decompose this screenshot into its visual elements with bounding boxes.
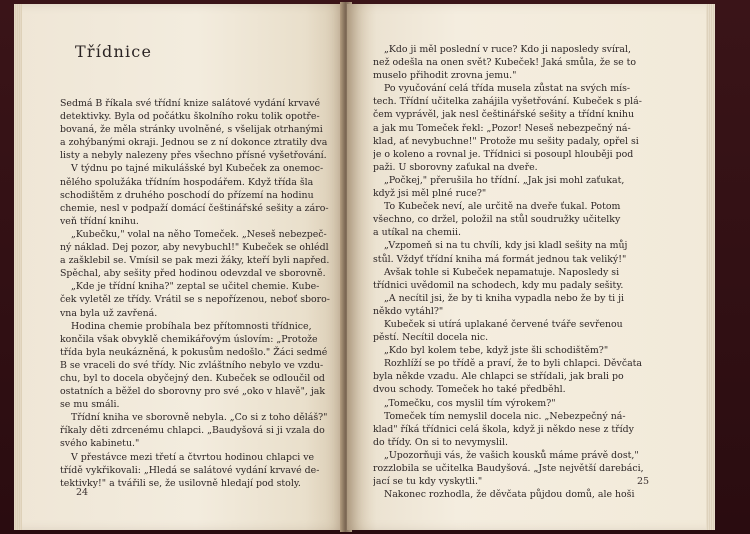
text-line: chemie, nesl v podpaží domácí češtinářské sešity a záro-	[60, 202, 329, 214]
text-line: třídnici uvědomil na schodech, kdy mu padaly sešity.	[373, 279, 624, 291]
text-line: všechno, co držel, položil na stůl soudružky učitelky	[373, 214, 621, 226]
text-line: „Kdo ji měl poslední v ruce? Kdo ji naposledy svíral,	[384, 44, 631, 55]
text-line: Hodina chemie probíhala bez přítomnosti třídnice,	[71, 320, 312, 332]
text-line: končila však obvyklě chemikářovým úslovím: „Protože	[60, 333, 318, 345]
text-line: Kubeček si utírá uplakané červené tváře sevřenou	[384, 318, 623, 330]
left-page-text	[60, 97, 330, 490]
text-line: do třídy. On si to nevymyslil.	[373, 436, 508, 448]
text-line: třídě vykřikovali: „Hledá se salátové vydání krvavé de-	[60, 464, 320, 476]
text-line: „Tomečku, cos myslil tím výrokem?"	[384, 397, 556, 409]
text-line: chu, byl to docela obyčejný den. Kubeček se odloučil od	[60, 372, 325, 384]
text-line: třída byla neukázněná, k pokusům nedošlo." Žáci sedmé	[60, 346, 328, 358]
text-line: stůl. Vždyť třídní kniha má formát jednou tak veliký!"	[373, 253, 627, 265]
text-line: klad" říká třídnici celá škola, když ji někdo nese z třídy	[373, 423, 634, 435]
text-line: Třídní kniha ve sborovně nebyla. „Co si z toho děláš?"	[71, 412, 328, 424]
text-line: Avšak tohle si Kubeček nepamatuje. Naposledy si	[384, 266, 620, 278]
text-line: Tomeček tím nemyslil docela nic. „Nebezpečný ná-	[384, 410, 626, 422]
text-line: „Počkej," přerušila ho třídní. „Jak jsi mohl zaťukat,	[384, 174, 625, 186]
text-line: a utíkal na chemii.	[373, 227, 461, 239]
text-line: svého kabinetu."	[60, 438, 140, 450]
text-line: Po vyučování celá třída musela zůstat na svých mís-	[384, 83, 631, 95]
left-page	[14, 4, 345, 530]
text-line: „A necítil jsi, že by ti kniha vypadla nebo že by ti ji	[384, 292, 625, 304]
text-line: je o koleno a rovnal je. Třídnici si posoupl hlouběji pod	[373, 148, 634, 160]
text-line: V přestávce mezi třetí a čtvrtou hodinou chlapci ve	[71, 451, 315, 463]
text-line: dvou schody. Tomeček ho také předběhl.	[373, 384, 566, 396]
page-number-right: 25	[637, 476, 650, 487]
text-line: muselo přihodit zrovna jemu."	[373, 70, 517, 82]
text-line: Rozhlíží se po třídě a praví, že to byli chlapci. Děvčata	[384, 358, 643, 370]
text-line: listy a nebyly nalezeny přes všechno přísné vyšetřování.	[60, 150, 327, 162]
text-line: Spěchal, aby sešity před hodinou odevzdal ve sborovně.	[60, 268, 326, 280]
text-line: „Kubečku," volal na něho Tomeček. „Neseš nebezpeč-	[71, 228, 327, 240]
text-line: To Kubeček neví, ale určitě na dveře ťukal. Potom	[384, 201, 621, 213]
text-line: a zohýbanými okraji. Jednou se z ní dokonce ztratily dva	[60, 137, 328, 149]
text-line: rozzlobila se učitelka Baudyšová. „Jste největší darebáci,	[373, 463, 644, 474]
text-line: když jsi měl plné ruce?"	[373, 188, 487, 200]
text-line: V týdnu po tajné mikulášské byl Kubeček za onemoc-	[71, 163, 324, 175]
right-page-text	[373, 43, 691, 501]
text-line: „Kde je třídní kniha?" zeptal se učitel chemie. Kube-	[71, 281, 320, 293]
text-line: a jak mu Tomeček řekl: „Pozor! Neseš nebezpečný ná-	[373, 122, 631, 134]
text-line: ostatních a běžel do sborovny pro své „oko v hlavě", jak	[60, 386, 326, 398]
text-line: detektivky. Byla od počátku školního roku tolik opotře-	[60, 111, 320, 123]
text-line: bovaná, že měla stránky uvolněné, s všelijak otrhanými	[60, 124, 323, 136]
text-line: B se vraceli do své třídy. Nic zvláštního nebylo ve vzdu-	[60, 359, 324, 371]
text-line: Nakonec rozhodla, že děvčata půjdou domů, ale hoši	[384, 489, 635, 501]
text-line: tech. Třídní učitelka zahájila vyšetřování. Kubeček s plá-	[373, 96, 642, 108]
text-line: klad, ať nevybuchne!" Protože mu sešity padaly, opřel si	[373, 135, 639, 147]
text-line: „Vzpomeň si na tu chvíli, kdy jsi kladl sešity na můj	[384, 240, 628, 252]
text-line: „Kdo byl kolem tebe, když jste šli schodištěm?"	[384, 345, 609, 357]
chapter-title: Třídnice	[75, 42, 153, 61]
text-line: byla někde vzadu. Ale chlapci se střídali, jak brali po	[373, 371, 624, 383]
text-line: čem vyprávěl, jak nesl češtinářské sešity a třídní knihu	[373, 109, 635, 121]
text-line: vna byla už zavřená.	[60, 307, 158, 319]
text-line: někdo vytáhl?"	[373, 305, 444, 317]
text-line: jací se tu kdy vyskytli."	[373, 476, 483, 488]
page-number-left: 24	[76, 487, 89, 498]
text-line: tektivky!" a tvářili se, že usilovně hledají pod stoly.	[60, 477, 301, 489]
text-line: ný náklad. Dej pozor, aby nevybuchl!" Kubeček se ohlédl	[60, 242, 329, 254]
text-line: a zašklebil se. Vmísil se pak mezi žáky, kteří byli napřed.	[60, 255, 330, 267]
right-page	[347, 4, 715, 530]
text-line: nělého spolužáka třídním hospodářem. Když třída šla	[60, 176, 314, 188]
text-line: ček vyletěl ze třídy. Vrátil se s nepořízenou, neboť sboro-	[60, 294, 330, 306]
text-line: říkaly děti zdrcenému chlapci. „Baudyšová si ji vzala do	[60, 425, 325, 437]
text-line: veň třídní knihu.	[60, 215, 139, 227]
text-line: „Upozorňuji vás, že vašich kousků máme právě dost,"	[384, 449, 639, 461]
text-line: pěstí. Necítil docela nic.	[373, 332, 489, 344]
text-line: schodištěm z druhého poschodí do přízemí na hodinu	[60, 189, 314, 201]
text-line: paži. U sborovny zaťukal na dveře.	[373, 161, 538, 173]
text-line: Sedmá B říkala své třídní knize salátové vydání krvavé	[60, 98, 321, 109]
text-line: než odešla na onen svět? Kubeček! Jaká smůla, že se to	[373, 57, 637, 69]
text-line: se mu smáli.	[60, 399, 120, 411]
